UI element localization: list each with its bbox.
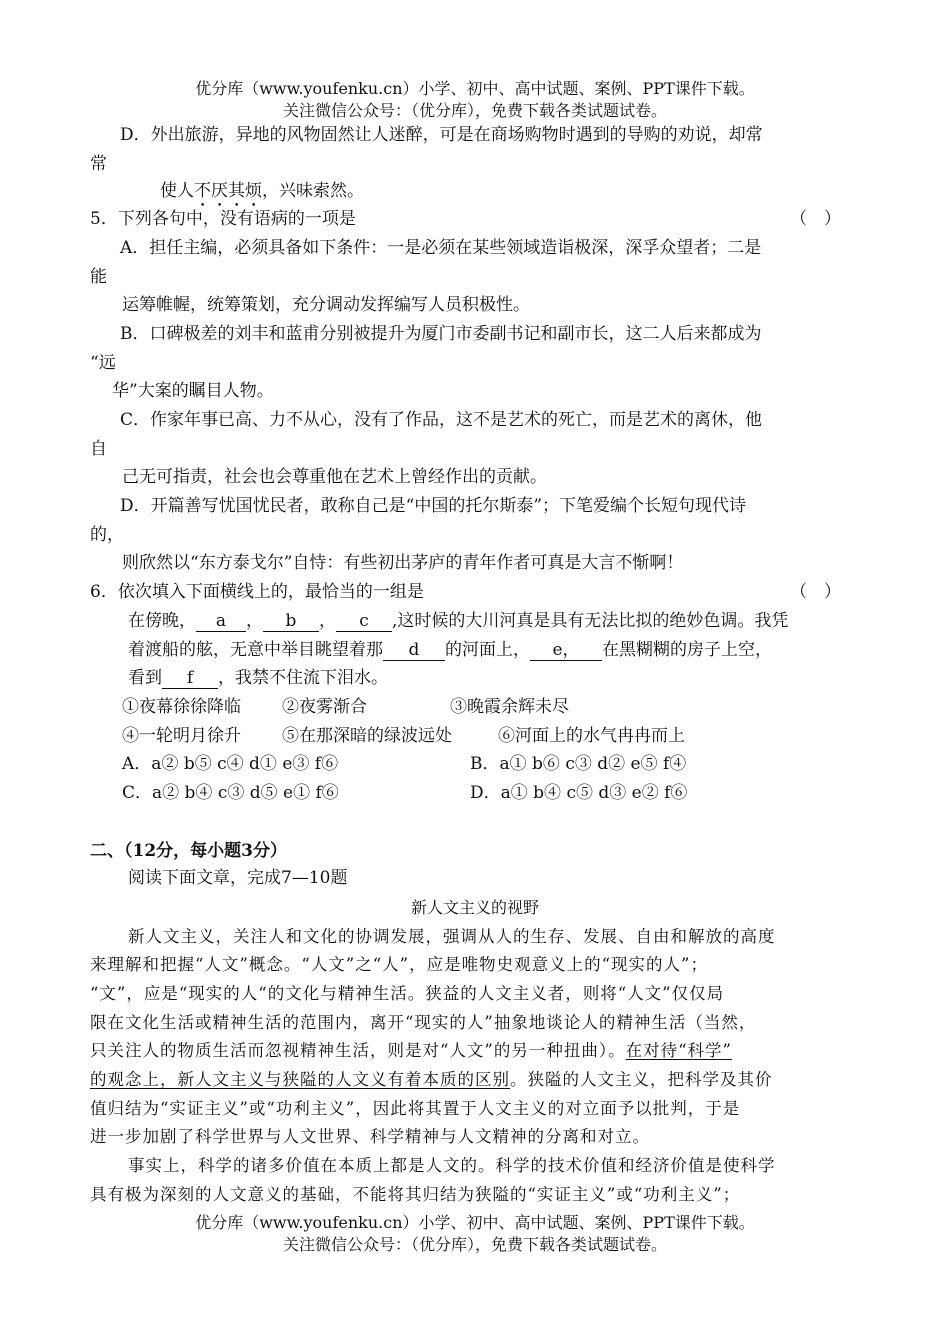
article-p1-line2: 来理解和把握“人文”概念。“人文”之“人”，应是唯物史观意义上的“现实的人”； — [90, 955, 708, 974]
q5-answer-paren: （ ） — [790, 209, 841, 229]
q6-option-b: B．a① b⑥ c③ d② e⑤ f④ — [470, 754, 687, 774]
q6-l2-mid: 的河面上， — [445, 640, 530, 660]
q5-option-a-line1: A．担任主编，必须具备如下条件：一是必须在某些领域造诣极深，深孚众望者；二是 — [120, 238, 762, 258]
q6-option-c: C．a② b④ c③ d⑤ e① f⑥ — [122, 783, 339, 803]
q6-choice-1: ①夜幕徐徐降临 — [122, 697, 241, 717]
section-2-heading: 二、（12分，每小题3分） — [90, 841, 287, 861]
q5-stem: 5．下列各句中，没有语病的一项是 — [90, 209, 356, 229]
article-p1-line3: “文”，应是“现实的人“的文化与精神生活。狭益的人文主义者，则将“人文”仅仅局 — [90, 984, 725, 1003]
blank-e-letter: e — [552, 640, 563, 660]
q5-option-c-line1: C．作家年事已高、力不从心，没有了作品，这不是艺术的死亡，而是艺术的离休，他 — [120, 410, 763, 430]
q6-choice-3: ③晚霞余辉未尽 — [450, 697, 569, 717]
q6-passage-line2 — [128, 639, 772, 661]
q6-comma-1: ， — [246, 611, 263, 631]
article-p1-line8: 进一步加剧了科学世界与人文世界、科学精神与人文精神的分离和对立。 — [90, 1127, 650, 1146]
q5-option-b-line2: “远 — [90, 353, 116, 373]
article-p1-line4: 限在文化生活或精神生活的范围内，离开“现实的人”抽象地谈论人的精神生活（当然， — [90, 1013, 757, 1032]
article-p1-line1: 新人文主义，关注人和文化的协调发展，强调从人的生存、发展、自由和解放的高度 — [128, 927, 776, 946]
article-p1-line7: 值归结为“实证主义”或“功利主义”，因此将其置于人文主义的对立面予以批判，于是 — [90, 1099, 741, 1118]
p1-l6-underlined: 的观念上，新人文主义与狭隘的人文义有着本质的区别 — [90, 1070, 510, 1089]
q5-option-a-line2: 能 — [90, 267, 107, 287]
article-p1-line6 — [90, 1069, 773, 1091]
q6-choice-5: ⑤在那深暗的绿波远处 — [282, 726, 452, 746]
q6-option-d: D．a① b④ c⑤ d③ e② f⑥ — [470, 783, 688, 803]
q4-option-d-line3 — [160, 180, 364, 211]
q5-option-d-line3: 则欣然以“东方泰戈尔”自恃：有些初出茅庐的青年作者可真是大言不惭啊！ — [122, 553, 684, 573]
q5-option-a-line3: 运筹帷幄，统筹策划，充分调动发挥编写人员积极性。 — [122, 295, 530, 315]
blank-c: c — [336, 611, 392, 632]
article-p1-line5 — [90, 1040, 732, 1062]
header-line-2: 关注微信公众号：（优分库），免费下载各类试题试卷。 — [282, 101, 667, 120]
p1-l5-underlined: 在对待“科学” — [625, 1041, 732, 1060]
q6-stem: 6．依次填入下面横线上的，最恰当的一组是 — [90, 582, 424, 602]
q6-choice-4: ④一轮明月徐升 — [122, 726, 241, 746]
q6-option-a: A．a② b⑤ c④ d① e③ f⑥ — [122, 754, 339, 774]
blank-f: f — [162, 668, 218, 689]
q4-dotted-phrase: 不厌其烦 — [194, 181, 262, 201]
q6-passage-line1 — [128, 610, 788, 632]
blank-e — [530, 640, 602, 661]
p1-l6-post: 。狭隘的人文主义，把科学及其价 — [510, 1070, 773, 1089]
q4-text-post: ，兴味索然。 — [262, 181, 364, 201]
p1-l5-pre: 只关注人的物质生活而忽视精神生活，则是对“人文”的另一种扭曲）。 — [90, 1041, 626, 1060]
q5-option-b-line1: B．口碑极差的刘丰和蓝甫分别被提升为厦门市委副书记和副市长，这二人后来都成为 — [120, 324, 762, 344]
q5-option-d-line2: 的， — [90, 525, 124, 545]
q4-option-d-line2: 常 — [90, 154, 107, 174]
q6-l1-post: ,这时候的大川河真是具有无法比拟的绝妙色调。我凭 — [392, 611, 789, 631]
blank-e-comma: ， — [562, 640, 580, 660]
blank-b: b — [263, 611, 319, 632]
q6-passage-line3 — [128, 667, 388, 689]
q6-l1-pre: 在傍晚， — [128, 611, 196, 631]
blank-a: a — [196, 611, 246, 632]
q6-comma-2: ， — [319, 611, 336, 631]
q6-choice-6: ⑥河面上的水气冉冉而上 — [498, 726, 685, 746]
q6-l3-pre: 看到 — [128, 668, 162, 688]
q5-option-c-line2: 自 — [90, 439, 107, 459]
q5-option-d-line1: D．开篇善写忧国忧民者，敢称自己是“中国的托尔斯泰”；下笔爱编个长短句现代诗 — [120, 496, 747, 516]
section-2-instruction: 阅读下面文章，完成7—10题 — [128, 868, 348, 888]
footer-line-1: 优分库（www.youfenku.cn）小学、初中、高中试题、案例、PPT课件下载。 — [195, 1213, 755, 1232]
q5-option-b-line3: 华”大案的瞩目人物。 — [112, 381, 274, 401]
header-line-1: 优分库（www.youfenku.cn）小学、初中、高中试题、案例、PPT课件下载。 — [195, 79, 755, 98]
q6-l2-post: 在黑糊糊的房子上空， — [602, 640, 772, 660]
q4-option-d-line1: D．外出旅游，异地的风物固然让人迷醉，可是在商场购物时遇到的导购的劝说，却常 — [120, 125, 763, 145]
q6-l2-pre: 着渡船的舷，无意中举目眺望着那 — [128, 640, 383, 660]
q5-option-c-line3: 己无可指责，社会也会尊重他在艺术上曾经作出的贡献。 — [122, 467, 547, 487]
blank-d: d — [383, 640, 445, 661]
footer-line-2: 关注微信公众号：（优分库），免费下载各类试题试卷。 — [282, 1235, 667, 1254]
q6-choice-2: ②夜雾渐合 — [282, 697, 367, 717]
article-p2-line1: 事实上，科学的诸多价值在本质上都是人文的。科学的技术价值和经济价值是使科学 — [128, 1156, 776, 1175]
q4-text-pre: 使人 — [160, 181, 194, 201]
q6-l3-post: ，我禁不住流下泪水。 — [218, 668, 388, 688]
article-title: 新人文主义的视野 — [410, 898, 539, 917]
article-p2-line2: 具有极为深刻的人文意义的基础，不能将其归结为狭隘的“实证主义”或“功利主义”； — [90, 1185, 741, 1204]
q6-answer-paren: （ ） — [790, 582, 841, 602]
